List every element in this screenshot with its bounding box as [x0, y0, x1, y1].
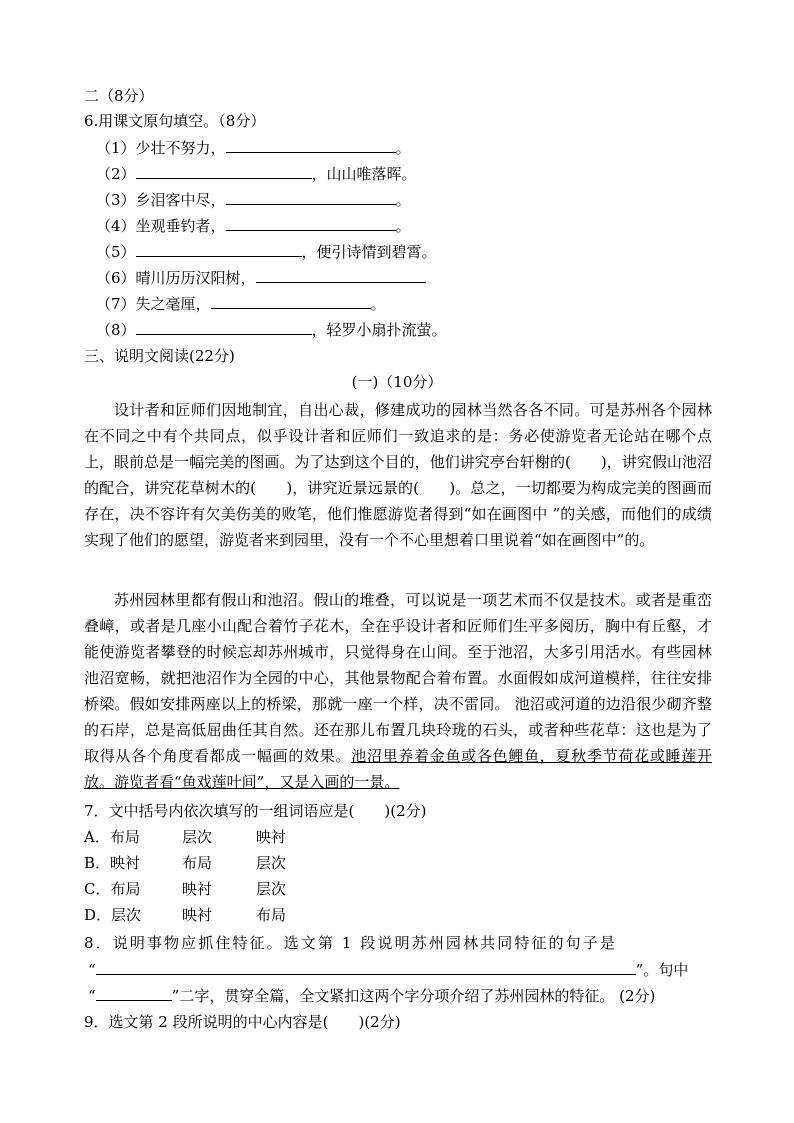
underlined-sentence: 池沼里养着金鱼或各色鲤鱼，夏秋季节荷花或睡莲开放。游览者看“鱼戏莲叶间”，又是入画的一景。: [84, 747, 712, 791]
passage-paragraph-1: 设计者和匠师们因地制宜，自出心裁，修建成功的园林当然各各不同。可是苏州各个园林在不同之中有个共同点，似乎设计者和匠师们一致追求的是：务必使游览者无论站在哪个点上，眼前总是一幅完美的图画。为了达到这个目的，他们讲究亭台轩榭的( )，讲究假山池沼的配合，讲究花草树木的( )，讲究近景远景的( )。总之，一切都要为构成完美的图画而存在，决不容许有欠美伤美的败笔，他们惟愿游览者得到“如在画图中 ”的关感，而他们的成绩实现了他们的愿望，游览者来到园里，没有一个不心里想着口里说着“如在画图中”的。: [84, 401, 712, 549]
passage-paragraph-2: 苏州园林里都有假山和池沼。假山的堆叠，可以说是一项艺术而不仅是技术。或者是重峦叠嶂，或者是几座小山配合着竹子花木，全在乎设计者和匠师们生平多阅历，胸中有丘壑，才能使游览者攀登的时候忘却苏州城市，只觉得身在山间。至于池沼，大多引用活水。有些园林池沼宽畅，就把池沼作为全园的中心，其他景物配合着布置。水面假如成河道模样，往往安排桥梁。假如安排两座以上的桥梁，那就一座一个样，决不雷同。 池沼或河道的边沿很少砌齐整的石岸，总是高低屈曲任其自然。还在那儿布置几块玲珑的石头，或者种些花草：这也是为了取得从各个角度看都成一幅画的效果。池沼里养着金鱼或各色鲤鱼，夏秋季节荷花或睡莲开放。游览者看“鱼戏莲叶间”，又是入画的一景。: [84, 591, 712, 791]
question-6-title: 6.用课文原句填空。（8分）: [84, 112, 266, 130]
answer-blank[interactable]: [136, 241, 302, 257]
q6-item-5: （5） ，便引诗情到碧霄。: [96, 243, 437, 261]
q7-option-d[interactable]: D．层次 映衬 布局: [84, 906, 287, 924]
q7-option-a[interactable]: A．布局 层次 映衬: [84, 828, 287, 846]
question-7-stem: 7．文中括号内依次填写的一组词语应是( )(2分): [84, 802, 427, 820]
passage-subheading: (一)（10分）: [351, 373, 443, 391]
answer-blank[interactable]: [256, 267, 426, 283]
answer-blank[interactable]: [136, 163, 312, 179]
question-8-line-1: 8．说明事物应抓住特征。选文第 1 段说明苏州园林共同特征的句子是: [84, 934, 617, 952]
answer-blank[interactable]: [211, 293, 371, 309]
answer-blank[interactable]: [96, 985, 172, 1001]
answer-blank[interactable]: [226, 215, 396, 231]
q6-item-1: （1）少壮不努力， 。: [96, 139, 411, 157]
q7-option-b[interactable]: B．映衬 布局 层次: [84, 854, 287, 872]
section-2-heading: 二（8分）: [84, 87, 154, 105]
answer-blank[interactable]: [96, 959, 636, 975]
answer-blank[interactable]: [226, 189, 396, 205]
answer-blank[interactable]: [226, 137, 396, 153]
q6-item-3: （3）乡泪客中尽， 。: [96, 191, 411, 209]
q6-item-6: （6）晴川历历汉阳树，: [96, 267, 426, 291]
q6-item-7: （7）失之毫厘， 。: [96, 295, 386, 313]
question-9-stem: 9．选文第 2 段所说明的中心内容是( )(2分): [84, 1013, 401, 1031]
q6-item-2: （2） ，山山唯落晖。: [96, 165, 417, 183]
section-3-heading: 三、说明文阅读(22分): [84, 347, 235, 365]
answer-blank[interactable]: [136, 319, 312, 335]
q6-item-8: （8） ，轻罗小扇扑流萤。: [96, 321, 447, 339]
q6-item-4: （4）坐观垂钓者， 。: [96, 217, 411, 235]
q7-option-c[interactable]: C．布局 映衬 层次: [84, 880, 287, 898]
question-8-line-2: “ ”。句中: [88, 961, 689, 979]
question-8-line-3: “ ”二字，贯穿全篇，全文紧扣这两个字分项介绍了苏州园林的特征。 (2分): [88, 987, 656, 1005]
